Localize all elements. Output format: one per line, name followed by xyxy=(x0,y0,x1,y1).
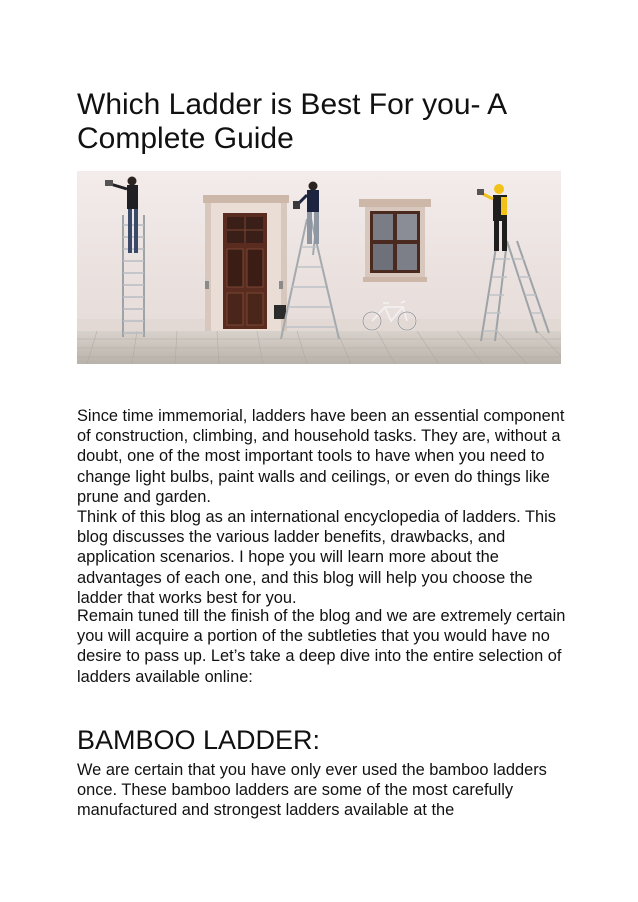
section-heading-bamboo-ladder: BAMBOO LADDER: xyxy=(77,725,321,755)
intro-paragraph-3: Remain tuned till the finish of the blog and we are extremely certain you will acquire a portion of the subtleties that you would have no desire to pass up. Let’s take a deep dive into the entire selection of ladders available online: xyxy=(77,607,566,686)
hero-image xyxy=(77,171,561,364)
intro-paragraph-2: Think of this blog as an international encyclopedia of ladders. This blog discusses the various ladder benefits, drawbacks, and application scenarios. I hope you will learn more about the advantages of each one, and this blog will help you choose the ladder that works best for you. xyxy=(77,508,556,607)
section-paragraph-bamboo: We are certain that you have only ever used the bamboo ladders once. These bamboo ladders are some of the most carefully manufactured and strongest ladders available at the xyxy=(77,761,547,820)
page-title: Which Ladder is Best For you- A Complete Guide xyxy=(77,88,506,155)
intro-paragraph-1: Since time immemorial, ladders have been an essential component of construction, climbing, and household tasks. They are, without a doubt, one of the most important tools to have when you need to change light bulbs, paint walls and ceilings, or even do things like prune and garden. xyxy=(77,407,565,506)
